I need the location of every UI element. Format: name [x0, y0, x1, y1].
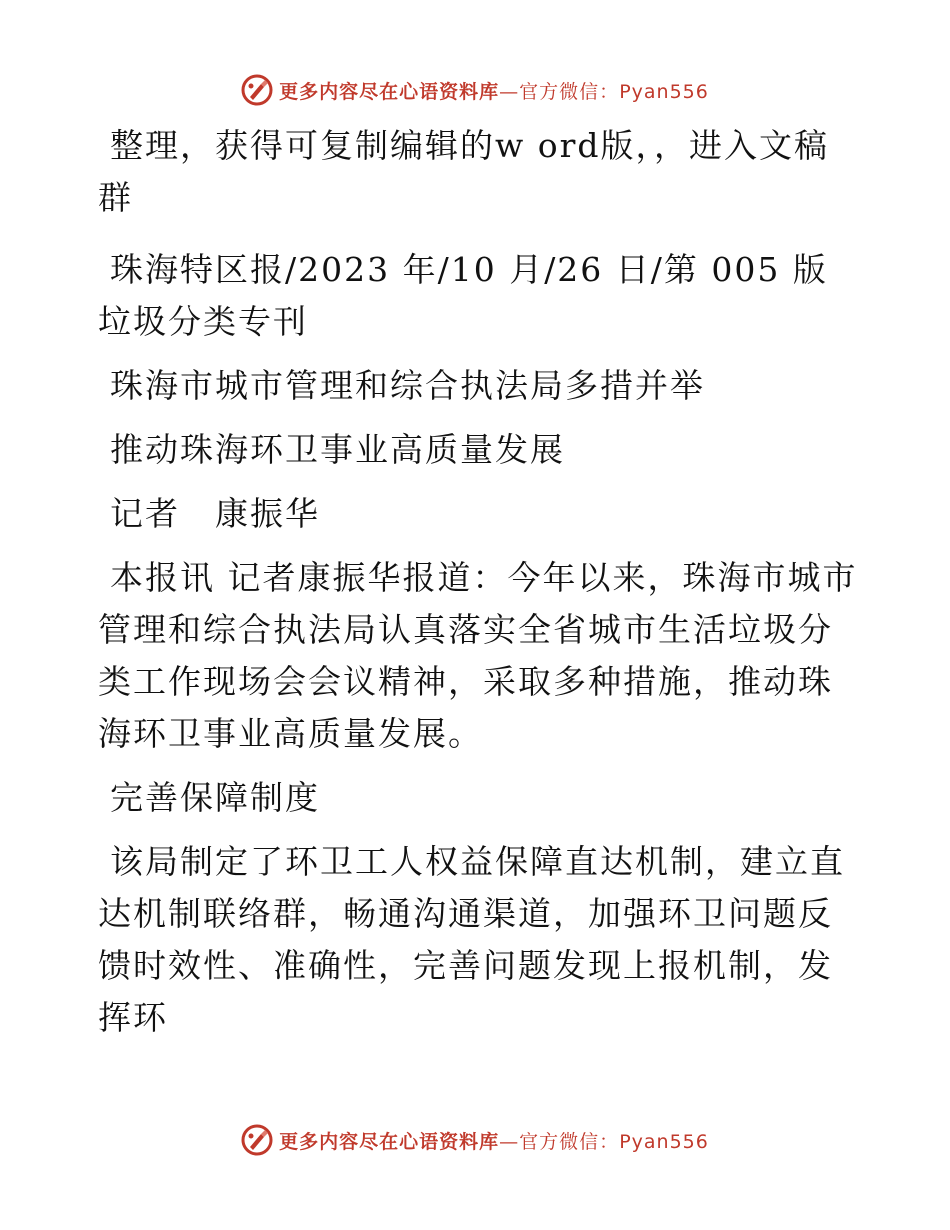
document-body: [98, 120, 858, 1056]
header-brand: 更多内容尽在心语资料库: [279, 80, 500, 103]
source-line: 珠海特区报/2023 年/10 月/26 日/第 005 版垃圾分类专刊: [98, 250, 828, 341]
body-paragraph: 该局制定了环卫工人权益保障直达机制，建立直达机制联络群，畅通沟通渠道，加强环卫问题反馈时效性、准确性，完善问题发现上报机制，发挥环: [98, 842, 845, 1037]
header-banner-text: [279, 77, 709, 104]
section-heading: 完善保障制度: [110, 778, 320, 817]
footer-dash: —: [499, 1130, 520, 1153]
header-dash: —: [499, 80, 520, 103]
pen-logo-icon: [241, 74, 273, 106]
header-handle: Pyan556: [619, 80, 709, 103]
headline-1: 珠海市城市管理和综合执法局多措并举: [110, 366, 705, 405]
lead-paragraph: 本报讯 记者康振华报道：今年以来，珠海市城市管理和综合执法局认真落实全省城市生活垃圾分类工作现场会会议精神，采取多种措施，推动珠海环卫事业高质量发展。: [98, 558, 858, 753]
footer-banner[interactable]: [0, 1120, 950, 1160]
header-label: 官方微信：: [519, 80, 620, 103]
intro-note: 整理，获得可复制编辑的w ord版，，进入文稿群: [98, 126, 830, 217]
footer-handle: Pyan556: [619, 1130, 709, 1153]
footer-label: 官方微信：: [519, 1130, 620, 1153]
byline: 记者 康振华: [110, 494, 320, 533]
footer-banner-text: [279, 1127, 709, 1154]
footer-brand: 更多内容尽在心语资料库: [279, 1130, 500, 1153]
headline-2: 推动珠海环卫事业高质量发展: [110, 430, 565, 469]
header-banner[interactable]: [0, 70, 950, 110]
pen-logo-icon: [241, 1124, 273, 1156]
